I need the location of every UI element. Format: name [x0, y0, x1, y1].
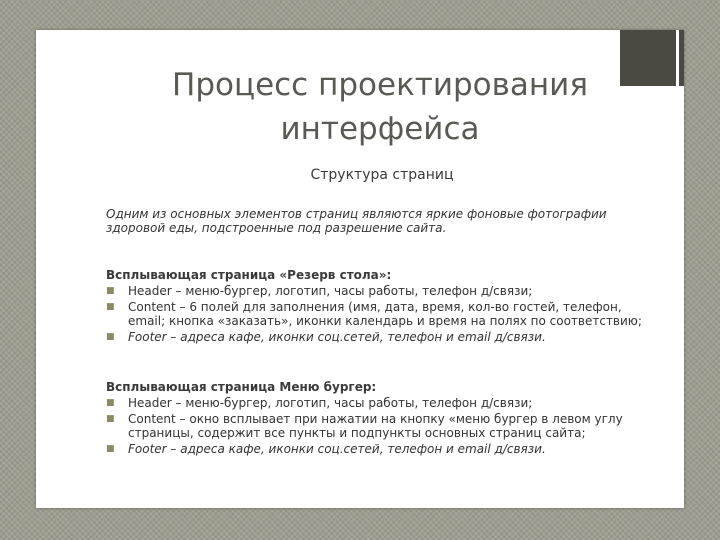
bullet-dot-icon: ■	[106, 414, 115, 424]
bullet-list	[106, 397, 646, 457]
bullet-item-footer	[106, 443, 646, 457]
slide-card	[36, 30, 684, 508]
section-menu-burger	[106, 381, 646, 460]
section-title: Всплывающая страница Меню бургер:	[106, 380, 377, 394]
section-reserve-table	[106, 269, 646, 348]
bullet-dot-icon: ■	[106, 302, 115, 312]
slide-title-line-1: Процесс проектирования	[172, 67, 588, 103]
bullet-dot-icon: ■	[106, 444, 115, 454]
bullet-item-header	[106, 397, 646, 411]
bullet-text: Header – меню-бургер, логотип, часы работы, телефон д/связи;	[128, 283, 533, 298]
bullet-text: Content – окно всплывает при нажатии на кнопку «меню бургер в левом углу страницы, содержит все пункты и подпункты основных страниц сайта;	[128, 412, 623, 440]
bullet-text: Content – 6 полей для заполнения (имя, дата, время, кол-во гостей, телефон, email; кнопка «заказать», иконки календарь и время на полях по соответствию;	[128, 300, 642, 328]
bullet-item-footer	[106, 331, 646, 345]
bullet-item-header	[106, 285, 646, 299]
bullet-item-content	[106, 301, 646, 328]
intro-paragraph: Одним из основных элементов страниц являются яркие фоновые фотографии здоровой еды, подстроенные под разрешение сайта.	[106, 207, 607, 235]
bullet-text: Header – меню-бургер, логотип, часы работы, телефон д/связи;	[128, 395, 533, 410]
bullet-text: Footer – адреса кафе, иконки соц.сетей, телефон и email д/связи.	[128, 330, 546, 344]
bullet-dot-icon: ■	[106, 332, 115, 342]
section-title: Всплывающая страница «Резерв стола»:	[106, 268, 392, 282]
bullet-text: Footer – адреса кафе, иконки соц.сетей, телефон и email д/связи.	[128, 442, 546, 456]
bullet-dot-icon: ■	[106, 285, 115, 296]
bullet-item-content	[106, 413, 646, 440]
bullet-dot-icon: ■	[106, 397, 115, 408]
slide-subtitle: Структура страниц	[310, 167, 454, 183]
slide-title-line-2: интерфейса	[280, 111, 480, 147]
slide-title	[130, 63, 630, 151]
bullet-list	[106, 285, 646, 345]
corner-square-decoration	[679, 30, 684, 86]
